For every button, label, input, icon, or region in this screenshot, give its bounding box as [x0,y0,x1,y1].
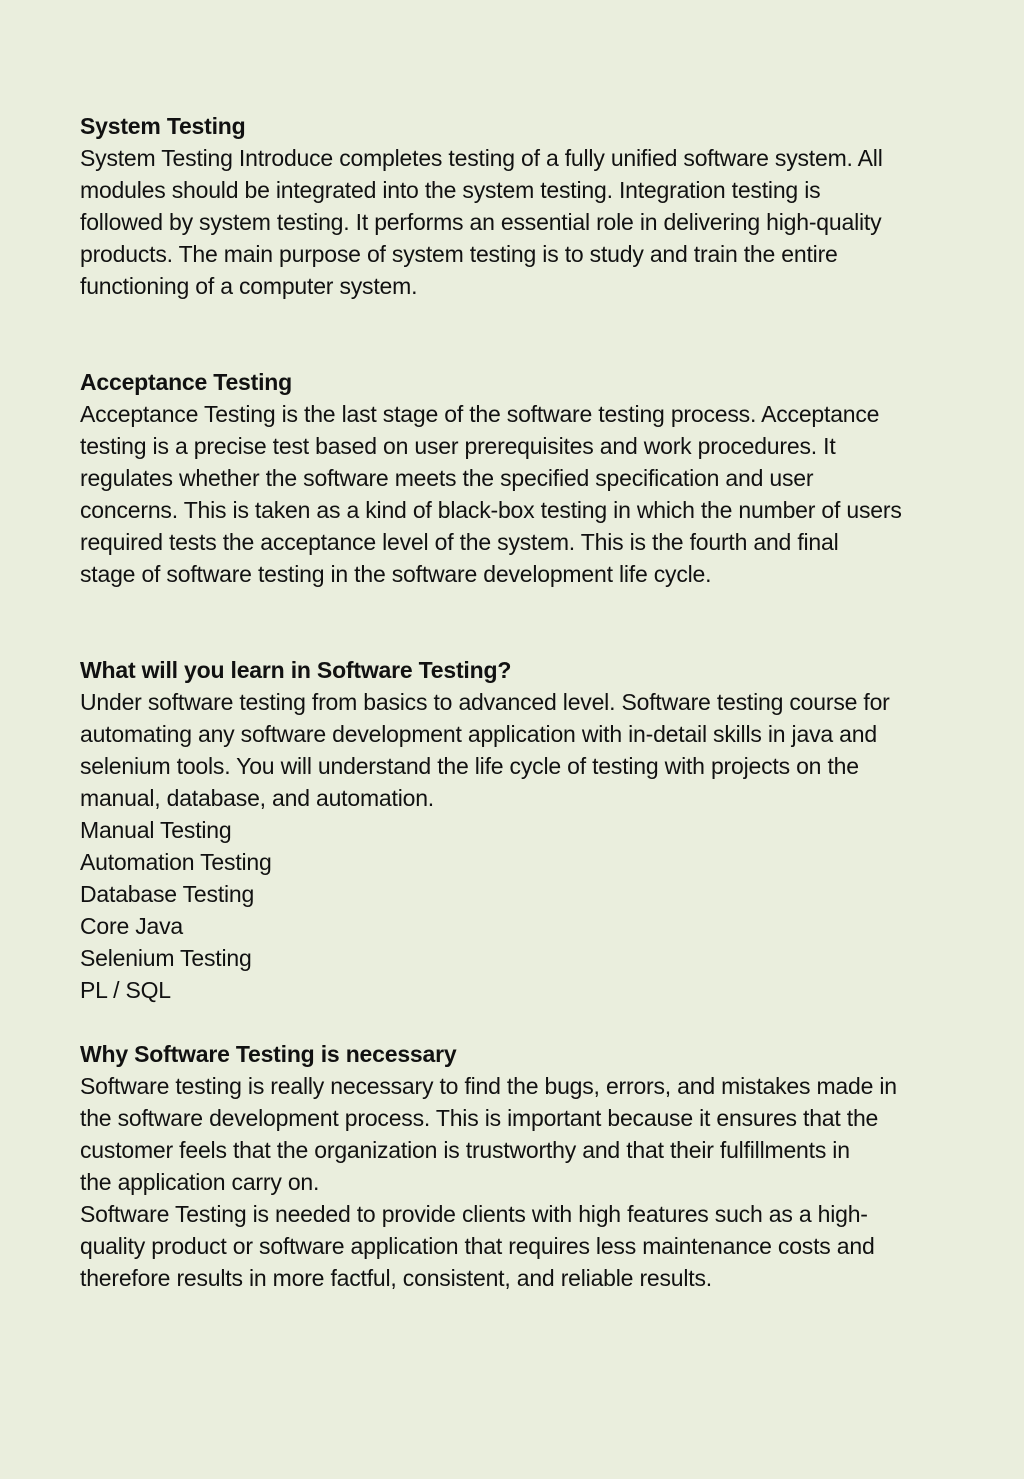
section-heading: System Testing [80,113,246,139]
paragraph-line: customer feels that the organization is trustworthy and that their fulfillments in [80,1137,850,1163]
section-what-will-you-learn [80,654,980,1006]
list-item-core-java: Core Java [80,913,184,939]
list-item-database-testing: Database Testing [80,881,255,907]
paragraph-line: followed by system testing. It performs an essential role in delivering high-quality [80,209,882,235]
paragraph-line: Software testing is really necessary to find the bugs, errors, and mistakes made in [80,1073,897,1099]
paragraph-line: selenium tools. You will understand the life cycle of testing with projects on the [80,753,859,779]
paragraph-line: Acceptance Testing is the last stage of the software testing process. Acceptance [80,401,880,427]
section-spacer [80,1006,980,1038]
paragraph-line: Under software testing from basics to advanced level. Software testing course for [80,689,890,715]
paragraph-line: the software development process. This is important because it ensures that the [80,1105,879,1131]
paragraph-line: testing is a precise test based on user prerequisites and work procedures. It [80,433,836,459]
section-acceptance-testing [80,366,980,590]
paragraph-line: regulates whether the software meets the specified specification and user [80,465,814,491]
list-item-selenium-testing: Selenium Testing [80,945,252,971]
section-heading: What will you learn in Software Testing? [80,657,512,683]
paragraph-line: System Testing Introduce completes testing of a fully unified software system. All [80,145,883,171]
paragraph-line: the application carry on. [80,1169,320,1195]
paragraph-line: Software Testing is needed to provide clients with high features such as a high- [80,1201,868,1227]
paragraph-line: quality product or software application that requires less maintenance costs and [80,1233,875,1259]
paragraph-line: concerns. This is taken as a kind of black-box testing in which the number of users [80,497,902,523]
paragraph-line: functioning of a computer system. [80,273,418,299]
list-item-automation-testing: Automation Testing [80,849,272,875]
section-heading: Acceptance Testing [80,369,292,395]
list-item-pl-sql: PL / SQL [80,977,171,1003]
section-heading: Why Software Testing is necessary [80,1041,457,1067]
paragraph-line: modules should be integrated into the system testing. Integration testing is [80,177,821,203]
section-spacer [80,590,980,654]
section-why-software-testing [80,1038,980,1294]
paragraph-line: stage of software testing in the software development life cycle. [80,561,712,587]
section-system-testing [80,110,980,302]
paragraph-line: therefore results in more factful, consistent, and reliable results. [80,1265,712,1291]
paragraph-line: automating any software development application with in-detail skills in java and [80,721,877,747]
paragraph-line: manual, database, and automation. [80,785,434,811]
list-item-manual-testing: Manual Testing [80,817,232,843]
paragraph-line: products. The main purpose of system testing is to study and train the entire [80,241,838,267]
document-page [80,110,980,1294]
section-spacer [80,302,980,366]
paragraph-line: required tests the acceptance level of the system. This is the fourth and final [80,529,839,555]
